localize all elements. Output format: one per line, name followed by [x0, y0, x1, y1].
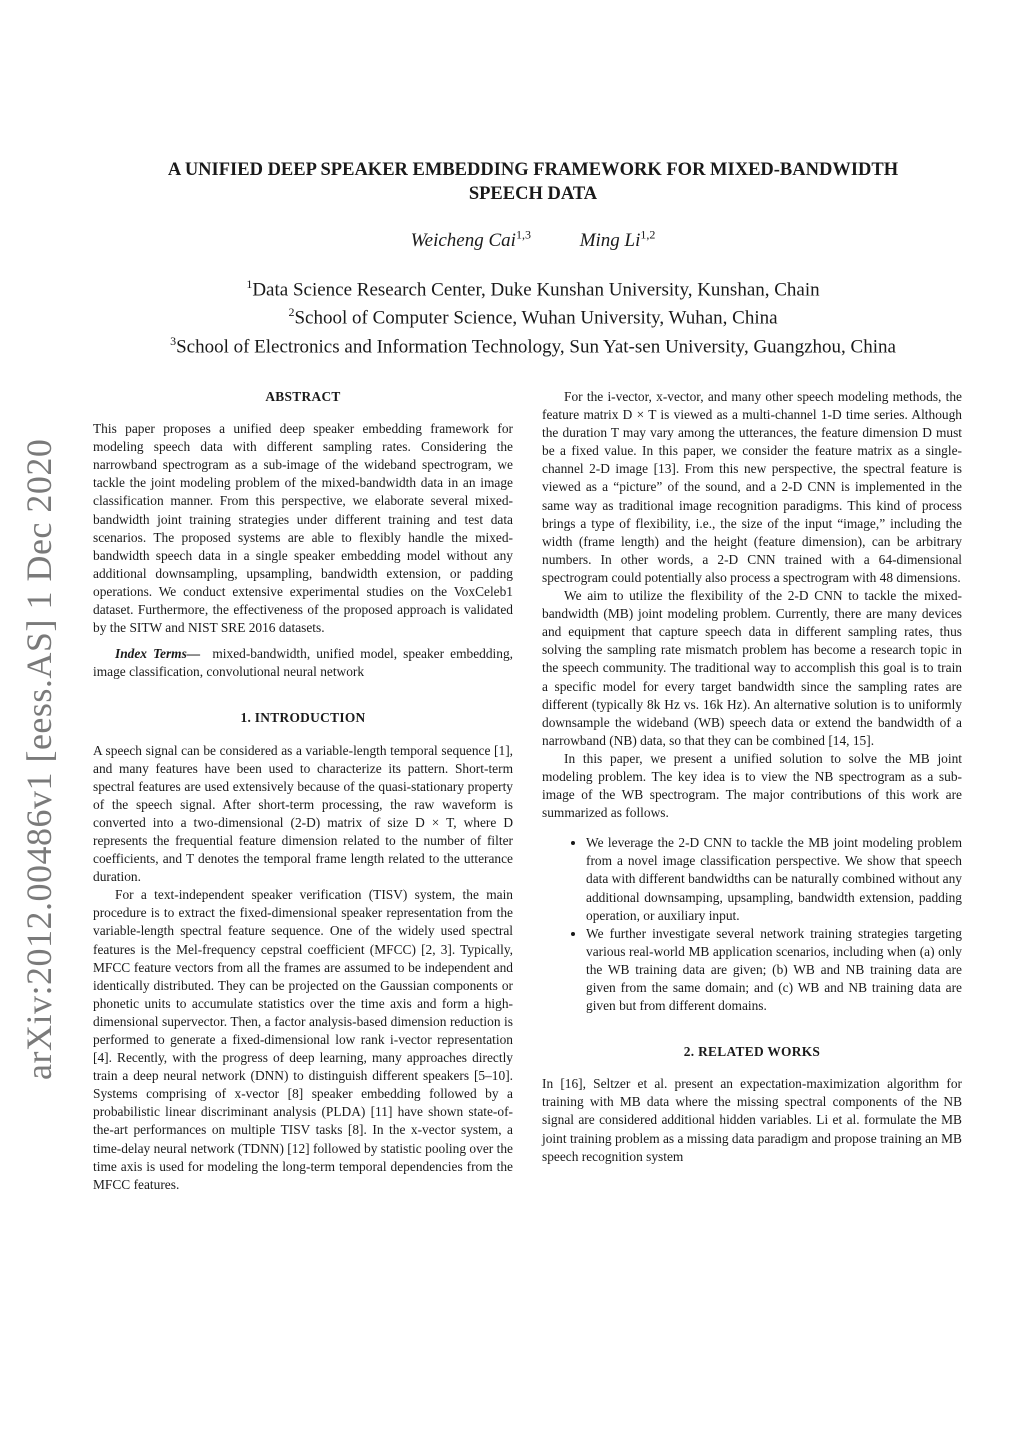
- author-name: Weicheng Cai: [410, 230, 516, 252]
- arxiv-identifier: arXiv:2012.00486v1 [eess.AS] 1 Dec 2020: [19, 438, 59, 1080]
- author-list: [100, 228, 966, 252]
- affiliation-list: [100, 273, 966, 358]
- affiliation-sup: 2: [288, 305, 295, 320]
- intro-paragraph-1: A speech signal can be considered as a variable-length temporal sequence [1], and many features have been used to characterize its pattern. Short-term spectral features are used extensively because of the quasi-stationary property of the speech signal. After short-term processing, the raw waveform is converted into a two-dimensional (2-D) matrix of size D × T, where D represents the frequential feature dimension related to the number of filter coefficients, and T denotes the temporal frame length related to the utterance duration.: [93, 742, 513, 885]
- author-2: [580, 230, 656, 251]
- affiliation-3: [100, 330, 966, 358]
- contribution-list: [542, 834, 962, 1015]
- author-affil-sup: 1,3: [515, 228, 531, 242]
- right-column: [542, 388, 962, 1166]
- affiliation-text: School of Electronics and Information Technology, Sun Yat-sen University, Guangzhou, China: [176, 335, 896, 357]
- related-works-paragraph-1: In [16], Seltzer et al. present an expectation-maximization algorithm for training with MB data where the missing spectral components of the NB signal are considered additional hidden variables. Li et al. formulate the MB joint training problem as a missing data paradigm and propose training an MB speech recognition system: [542, 1076, 962, 1164]
- author-name: Ming Li: [579, 230, 641, 252]
- paper-title: [100, 158, 966, 206]
- affiliation-2: [100, 301, 966, 329]
- affiliation-text: School of Computer Science, Wuhan University, Wuhan, China: [294, 307, 778, 329]
- intro-paragraph-5: In this paper, we present a unified solution to solve the MB joint modeling problem. The key idea is to view the NB spectrogram as a sub-image of the WB spectrogram. The major contributions of this work are summarized as follows.: [542, 750, 962, 821]
- affiliation-sup: 3: [170, 333, 177, 348]
- left-column: [93, 388, 513, 1194]
- affiliation-text: Data Science Research Center, Duke Kunshan University, Kunshan, Chain: [252, 279, 820, 301]
- title-line-2: SPEECH DATA: [468, 184, 598, 204]
- intro-paragraph-3: For the i-vector, x-vector, and many other speech modeling methods, the feature matrix D × T is viewed as a multi-channel 1-D time series. Although the duration T may vary among the utterances, the feature dimension D must be a fixed value. In this paper, we consider the feature matrix as a single-channel 2-D image [13]. From this new perspective, the spectral feature is viewed as a “picture” of the sound, and a 2-D CNN is implemented in the same way as traditional image recognition paradigms. This kind of process brings a type of flexibility, i.e., the size of the input “image,” including the width (frame length) and the height (feature dimension), can be arbitrary numbers. In other words, a 2-D CNN trained with a 64-dimensional spectrogram could potentially also process a spectrogram with 48 dimensions.: [542, 389, 962, 585]
- affiliation-1: [100, 273, 966, 301]
- author-affil-sup: 1,2: [640, 228, 656, 242]
- index-terms-label: Index Terms—: [115, 646, 201, 662]
- author-1: [411, 230, 531, 251]
- affiliation-sup: 1: [246, 277, 253, 291]
- related-works-heading: 2. RELATED WORKS: [683, 1044, 821, 1060]
- abstract-heading: ABSTRACT: [265, 389, 341, 404]
- index-terms-text: mixed-bandwidth, unified model, speaker embedding, image classification, convolutional neural network: [93, 646, 513, 680]
- abstract-text: This paper proposes a unified deep speaker embedding framework for modeling speech data with different sampling rates. Considering the narrowband spectrogram as a sub-image of the wideband spectrogram, we tackle the joint modeling problem of the mixed-bandwidth data in an image classification manner. From this perspective, we elaborate several mixed-bandwidth joint training strategies under different training and test data scenarios. The proposed systems are able to flexibly handle the mixed-bandwidth speech data in a single speaker embedding model without any additional downsampling, upsampling, bandwidth extension, or padding operations. We conduct extensive experimental studies on the VoxCeleb1 dataset. Furthermore, the effectiveness of the proposed approach is validated by the SITW and NIST SRE 2016 datasets.: [93, 421, 513, 636]
- title-line-1: A UNIFIED DEEP SPEAKER EMBEDDING FRAMEWORK FOR MIXED-BANDWIDTH: [167, 160, 899, 180]
- intro-paragraph-2: For a text-independent speaker verification (TISV) system, the main procedure is to extract the fixed-dimensional speaker representation from the variable-length spectral feature sequence. One of the widely used spectral features is the Mel-frequency cepstral coefficient (MFCC) [2, 3]. Typically, MFCC feature vectors from all the frames are assumed to be independent and identically distributed. They can be projected on the Gaussian components or phonetic units to accumulate statistics over the time axis and form a high-dimensional supervector. Then, a factor analysis-based dimension reduction is performed to generate a fixed-dimensional low rank i-vector representation [4]. Recently, with the progress of deep learning, many approaches directly train a deep neural network (DNN) to distinguish different speakers [5–10]. Systems comprising of x-vector [8] speaker embedding followed by a probabilistic linear discriminant analysis (PLDA) [11] have shown state-of-the-art performances on multiple TISV tasks [8]. In the x-vector system, a time-delay neural network (TDNN) [12] followed by statistic pooling over the time axis is used for modeling the long-term temporal dependencies from the MFCC features.: [93, 887, 513, 1192]
- contribution-item-1: • We leverage the 2-D CNN to tackle the MB joint modeling problem from a novel image classification perspective. We show that speech data with different bandwidths can be naturally combined without any additional downsamping, upsampling, bandwidth extension, padding operation, or auxiliary input.: [586, 834, 962, 924]
- index-terms: [93, 645, 513, 681]
- contribution-item-2: • We further investigate several network training strategies targeting various real-world MB application scenarios, including when (a) only the WB training data are given; (b) WB and NB training data are given from the same domain; and (c) WB and NB training data are given but from different domains.: [586, 925, 962, 1015]
- introduction-heading: 1. INTRODUCTION: [240, 710, 366, 726]
- intro-paragraph-4: We aim to utilize the flexibility of the 2-D CNN to tackle the mixed-bandwidth (MB) joint modeling problem. Currently, there are many devices and equipment that capture speech data in different sampling rates, thus solving the sampling rate mismatch problem has become a research topic in the speech community. The traditional way to accomplish this goal is to train a specific model for every target bandwidth since the sampling rates are different (typically 8k Hz vs. 16k Hz). An alternative solution is to uniformly downsample the wideband (WB) speech data or extend the bandwidth of a narrowband (NB) data, so that they can be combined [14, 15].: [542, 588, 962, 748]
